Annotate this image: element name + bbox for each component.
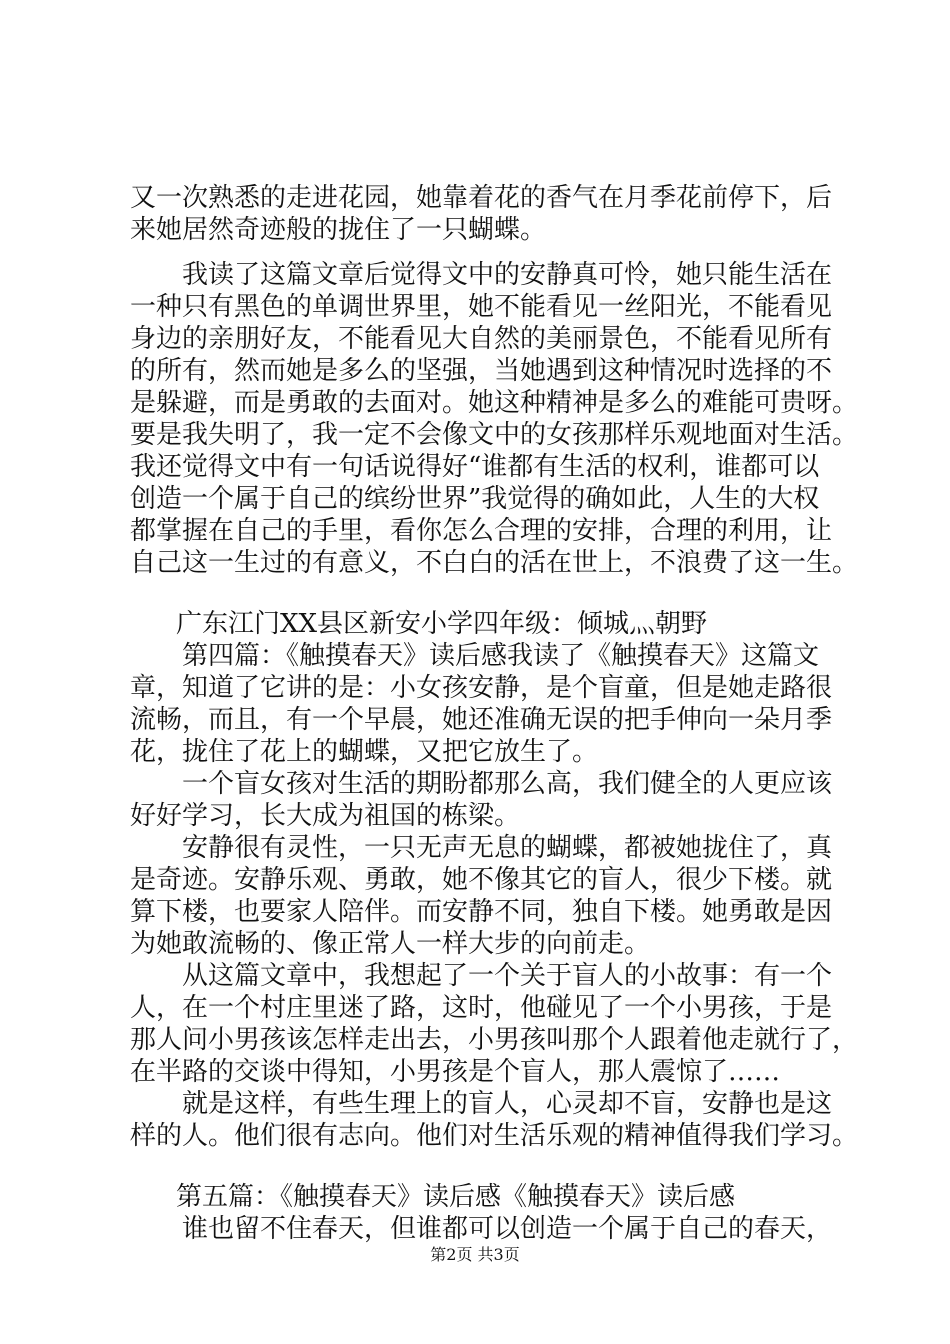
page-footer: 第2页 共3页	[430, 1245, 520, 1264]
text-line: 要是我失明了，我一定不会像文中的女孩那样乐观地面对生活。	[130, 420, 859, 450]
text-line: 章，知道了它讲的是：小女孩安静，是个盲童，但是她走路很	[130, 673, 833, 703]
text-line: 在半路的交谈中得知，小男孩是个盲人，那人震惊了……	[130, 1057, 781, 1087]
text-line: 流畅，而且，有一个早晨，她还准确无误的把手伸向一朵月季	[130, 705, 833, 735]
text-line: 一个盲女孩对生活的期盼都那么高，我们健全的人更应该	[182, 769, 833, 799]
text-line: 那人问小男孩该怎样走出去，小男孩叫那个人跟着他走就行了，	[130, 1025, 859, 1055]
text-line: 我读了这篇文章后觉得文中的安静真可怜，她只能生活在	[182, 260, 833, 290]
text-line: 安静很有灵性，一只无声无息的蝴蝶，都被她拢住了，真	[182, 833, 833, 863]
text-line: 人，在一个村庄里迷了路，这时，他碰见了一个小男孩，于是	[130, 993, 833, 1023]
text-line: 一种只有黑色的单调世界里，她不能看见一丝阳光，不能看见	[130, 292, 833, 322]
text-line: 谁也留不住春天，但谁都可以创造一个属于自己的春天，	[182, 1214, 833, 1244]
text-line: 来她居然奇迹般的拢住了一只蝴蝶。	[130, 215, 547, 245]
author-line: 广东江门XX县区新安小学四年级：倾城灬朝野	[176, 609, 708, 639]
text-line: 我还觉得文中有一句话说得好“谁都有生活的权利，谁都可以	[130, 452, 820, 482]
text-line: 好好学习，长大成为祖国的栋梁。	[130, 801, 521, 831]
section-heading: 第五篇：《触摸春天》读后感《触摸春天》读后感	[176, 1182, 736, 1212]
text-line: 身边的亲朋好友，不能看见大自然的美丽景色，不能看见所有	[130, 324, 833, 354]
text-line: 从这篇文章中，我想起了一个关于盲人的小故事：有一个	[182, 961, 833, 991]
text-line: 的所有，然而她是多么的坚强，当她遇到这种情况时选择的不	[130, 356, 833, 386]
text-line: 是躲避，而是勇敢的去面对。她这种精神是多么的难能可贵呀。	[130, 388, 859, 418]
text-line: 创造一个属于自己的缤纷世界”我觉得的确如此，人生的大权	[130, 484, 820, 514]
text-line: 为她敢流畅的、像正常人一样大步的向前走。	[130, 929, 651, 959]
text-line: 样的人。他们很有志向。他们对生活乐观的精神值得我们学习。	[130, 1121, 859, 1151]
text-line: 算下楼，也要家人陪伴。而安静不同，独自下楼。她勇敢是因	[130, 897, 833, 927]
section-heading: 第四篇：《触摸春天》读后感我读了《触摸春天》这篇文	[182, 641, 820, 671]
text-line: 又一次熟悉的走进花园，她靠着花的香气在月季花前停下，后	[130, 183, 833, 213]
text-line: 就是这样，有些生理上的盲人，心灵却不盲，安静也是这	[182, 1089, 833, 1119]
text-line: 自己这一生过的有意义，不白白的活在世上，不浪费了这一生。	[130, 548, 859, 578]
text-line: 都掌握在自己的手里，看你怎么合理的安排，合理的利用，让	[130, 516, 833, 546]
text-line: 是奇迹。安静乐观、勇敢，她不像其它的盲人，很少下楼。就	[130, 865, 833, 895]
text-line: 花，拢住了花上的蝴蝶，又把它放生了。	[130, 737, 599, 767]
